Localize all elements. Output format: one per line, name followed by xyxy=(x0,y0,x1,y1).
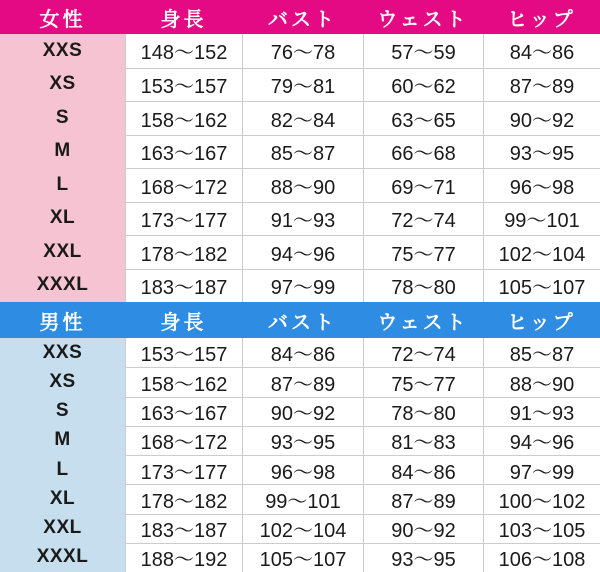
height-range: 173～177 xyxy=(125,455,242,484)
size-label: XXL xyxy=(0,514,125,543)
size-label: M xyxy=(0,426,125,455)
hip-range: 93～95 xyxy=(483,135,600,169)
size-label: XXXL xyxy=(0,269,125,303)
table-row xyxy=(0,235,600,269)
height-range: 163～167 xyxy=(125,135,242,169)
waist-range: 93～95 xyxy=(363,543,483,572)
height-range: 178～182 xyxy=(125,235,242,269)
height-range: 183～187 xyxy=(125,269,242,303)
men-header-row xyxy=(0,302,600,338)
hip-range: 91～93 xyxy=(483,397,600,426)
bust-range: 90～92 xyxy=(242,397,363,426)
size-label: L xyxy=(0,455,125,484)
size-label: XXS xyxy=(0,34,125,68)
height-range: 173～177 xyxy=(125,202,242,236)
bust-range: 94～96 xyxy=(242,235,363,269)
hip-range: 88～90 xyxy=(483,367,600,396)
table-row xyxy=(0,202,600,236)
waist-range: 69～71 xyxy=(363,168,483,202)
waist-range: 63～65 xyxy=(363,101,483,135)
waist-range: 90～92 xyxy=(363,514,483,543)
bust-range: 97～99 xyxy=(242,269,363,303)
hip-range: 99～101 xyxy=(483,202,600,236)
bust-range: 84～86 xyxy=(242,338,363,367)
height-range: 183～187 xyxy=(125,514,242,543)
size-label: L xyxy=(0,168,125,202)
men-col-header-waist: ウェスト xyxy=(363,302,483,338)
hip-range: 96～98 xyxy=(483,168,600,202)
table-row xyxy=(0,543,600,572)
height-range: 178～182 xyxy=(125,484,242,513)
table-row xyxy=(0,101,600,135)
table-row xyxy=(0,397,600,426)
waist-range: 75～77 xyxy=(363,235,483,269)
size-label: XXS xyxy=(0,338,125,367)
table-row xyxy=(0,34,600,68)
bust-range: 93～95 xyxy=(242,426,363,455)
table-row xyxy=(0,426,600,455)
size-label: S xyxy=(0,397,125,426)
size-label: S xyxy=(0,101,125,135)
waist-range: 78～80 xyxy=(363,397,483,426)
height-range: 153～157 xyxy=(125,338,242,367)
bust-range: 91～93 xyxy=(242,202,363,236)
hip-range: 94～96 xyxy=(483,426,600,455)
size-label: XL xyxy=(0,202,125,236)
table-row xyxy=(0,168,600,202)
size-label: XS xyxy=(0,367,125,396)
women-col-header-waist: ウェスト xyxy=(363,0,483,34)
waist-range: 60～62 xyxy=(363,68,483,102)
women-header-row xyxy=(0,0,600,34)
men-section xyxy=(0,302,600,572)
bust-range: 88～90 xyxy=(242,168,363,202)
waist-range: 75～77 xyxy=(363,367,483,396)
men-col-header-hip: ヒップ xyxy=(483,302,600,338)
bust-range: 76～78 xyxy=(242,34,363,68)
height-range: 158～162 xyxy=(125,367,242,396)
hip-range: 97～99 xyxy=(483,455,600,484)
bust-range: 82～84 xyxy=(242,101,363,135)
height-range: 163～167 xyxy=(125,397,242,426)
size-label: XXL xyxy=(0,235,125,269)
size-label: M xyxy=(0,135,125,169)
hip-range: 85～87 xyxy=(483,338,600,367)
height-range: 158～162 xyxy=(125,101,242,135)
hip-range: 90～92 xyxy=(483,101,600,135)
table-row xyxy=(0,514,600,543)
waist-range: 72～74 xyxy=(363,202,483,236)
table-row xyxy=(0,484,600,513)
bust-range: 99～101 xyxy=(242,484,363,513)
women-col-header-height: 身長 xyxy=(125,0,242,34)
women-col-header-bust: バスト xyxy=(242,0,363,34)
table-row xyxy=(0,455,600,484)
table-row xyxy=(0,68,600,102)
hip-range: 106～108 xyxy=(483,543,600,572)
waist-range: 87～89 xyxy=(363,484,483,513)
size-label: XL xyxy=(0,484,125,513)
height-range: 153～157 xyxy=(125,68,242,102)
bust-range: 87～89 xyxy=(242,367,363,396)
waist-range: 78～80 xyxy=(363,269,483,303)
waist-range: 81～83 xyxy=(363,426,483,455)
bust-range: 85～87 xyxy=(242,135,363,169)
women-col-header-hip: ヒップ xyxy=(483,0,600,34)
women-section-label: 女性 xyxy=(0,0,125,34)
height-range: 168～172 xyxy=(125,168,242,202)
hip-range: 84～86 xyxy=(483,34,600,68)
waist-range: 72～74 xyxy=(363,338,483,367)
hip-range: 103～105 xyxy=(483,514,600,543)
table-row xyxy=(0,269,600,303)
bust-range: 102～104 xyxy=(242,514,363,543)
bust-range: 105～107 xyxy=(242,543,363,572)
bust-range: 79～81 xyxy=(242,68,363,102)
table-row xyxy=(0,135,600,169)
table-row xyxy=(0,367,600,396)
waist-range: 57～59 xyxy=(363,34,483,68)
men-section-label: 男性 xyxy=(0,302,125,338)
men-col-header-bust: バスト xyxy=(242,302,363,338)
waist-range: 66～68 xyxy=(363,135,483,169)
height-range: 188～192 xyxy=(125,543,242,572)
bust-range: 96～98 xyxy=(242,455,363,484)
men-col-header-height: 身長 xyxy=(125,302,242,338)
table-row xyxy=(0,338,600,367)
size-label: XS xyxy=(0,68,125,102)
hip-range: 87～89 xyxy=(483,68,600,102)
hip-range: 100～102 xyxy=(483,484,600,513)
size-label: XXXL xyxy=(0,543,125,572)
height-range: 168～172 xyxy=(125,426,242,455)
hip-range: 105～107 xyxy=(483,269,600,303)
waist-range: 84～86 xyxy=(363,455,483,484)
hip-range: 102～104 xyxy=(483,235,600,269)
height-range: 148～152 xyxy=(125,34,242,68)
